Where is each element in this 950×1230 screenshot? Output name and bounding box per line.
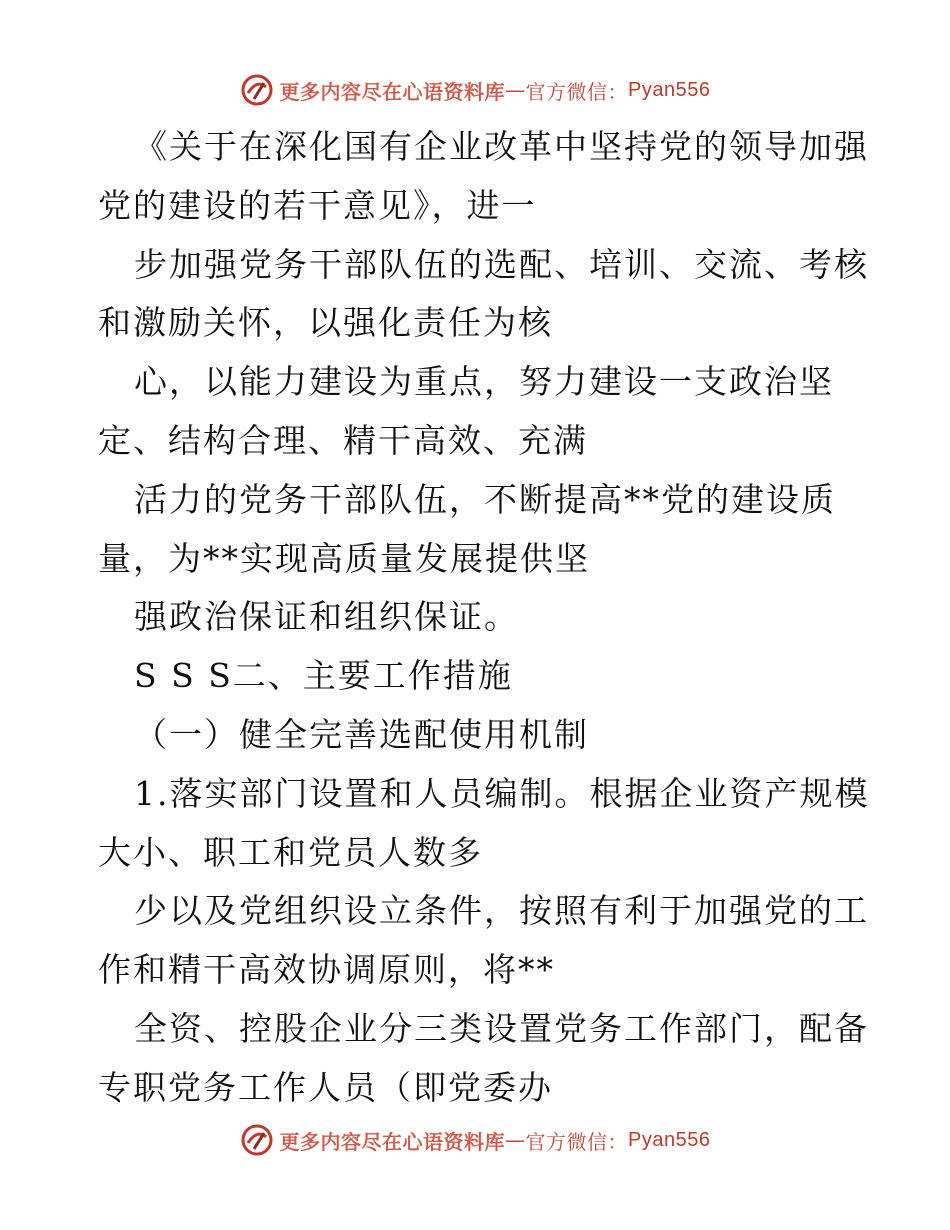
text-line: 量，为**实现高质量发展提供坚: [98, 538, 590, 578]
text-line: 步加强党务干部队伍的选配、培训、交流、考核: [134, 244, 869, 284]
document-body: [98, 118, 870, 1118]
watermark-wechat-id: Pyan556: [628, 78, 711, 101]
text-line: 定、结构合理、精干高效、充满: [98, 420, 588, 460]
text-line: 全资、控股企业分三类设置党务工作部门，配备: [134, 1008, 869, 1048]
watermark-header: [0, 70, 950, 110]
text-line: 党的建设的若干意见》，进一: [98, 185, 537, 225]
watermark-dash: —: [505, 78, 526, 102]
text-line: 活力的党务干部队伍，不断提高**党的建设质: [134, 479, 836, 519]
watermark-footer: [0, 1120, 950, 1160]
text-line: 专职党务工作人员（即党委办: [98, 1067, 553, 1107]
watermark-wechat-label: 官方微信：: [525, 1129, 629, 1154]
logo-icon: [240, 1123, 274, 1157]
watermark-wechat-label: 官方微信：: [525, 79, 629, 104]
section-heading: S S S二、主要工作措施: [134, 656, 513, 696]
watermark-text: 更多内容尽在心语资料库: [279, 79, 506, 104]
text-line: 大小、职工和党员人数多: [98, 832, 483, 872]
text-line: 作和精干高效协调原则，将**: [98, 950, 555, 990]
text-line: 1.落实部门设置和人员编制。根据企业资产规模: [134, 773, 870, 813]
subsection-heading: （一）健全完善选配使用机制: [134, 714, 589, 754]
watermark-wechat-id: Pyan556: [628, 1128, 711, 1151]
watermark-text: 更多内容尽在心语资料库: [279, 1129, 506, 1154]
text-line: 和激励关怀，以强化责任为核: [98, 303, 553, 343]
text-line: 少以及党组织设立条件，按照有利于加强党的工: [134, 891, 869, 931]
watermark-dash: —: [505, 1128, 526, 1152]
text-line: 心，以能力建设为重点，努力建设一支政治坚: [134, 362, 834, 402]
logo-icon: [240, 73, 274, 107]
text-line: 《关于在深化国有企业改革中坚持党的领导加强: [134, 127, 869, 166]
text-line: 强政治保证和组织保证。: [134, 597, 519, 637]
